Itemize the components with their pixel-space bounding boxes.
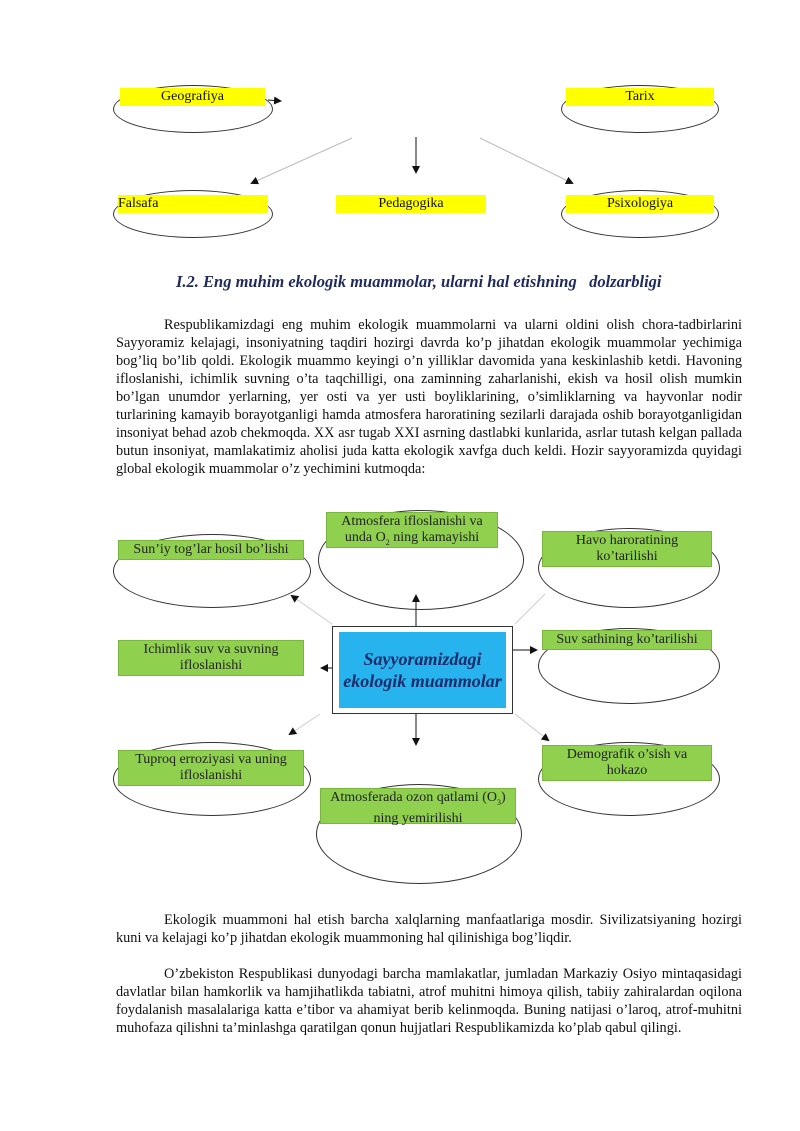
ozone-text-a: Atmosferada ozon qatlami (O	[330, 790, 498, 805]
ozone-subscript: 3	[497, 797, 502, 807]
node-psixologiya: Psixologiya	[566, 195, 714, 213]
problem-ozone	[320, 788, 516, 824]
closing-paragraph-1	[116, 911, 742, 947]
node-pedagogika: Pedagogika	[336, 195, 486, 213]
atmosphere-subscript: 2	[385, 537, 390, 547]
intro-paragraph-text: Respublikamizdagi eng muhim ekologik muammolarni va ularni oldini olish chora-tadbirlarini Sayyoramiz kelajagi, insoniyatning taqdiri hozirgi davrda ko’p jihatdan ekologik muammolar yechimiga bog’liq bo’lib qoldi. Ekologik muammo keyingi o’n yilliklar davomida yana keskinlashib ketdi. Havoning ifloslanishi, ichimlik suvning o’ta taqchilligi, ona zaminning zaharlanishi, ekish va hosil olish mumkin bo’lgan unumdor yerlarning, yer osti va yer usti boyliklarining, o’simliklarning va hayvonlar nodir turlarining kamayib borayotganligi hamda atmosfera haroratining sezilarli darajada oshib borayotganligidan insoniyat behad azob chekmoqda. XX asr tugab XXI asrning dastlabki kunlarida, asrlar tutash kelgan pallada butun insoniyat, mamlakatimiz aholisi juda katta ekologik xavfga duch keldi. Hozir sayyoramizda quyidagi global ekologik muammolar o’z yechimini kutmoqda:	[116, 317, 742, 477]
node-tarix: Tarix	[566, 88, 714, 106]
problem-demographic: Demografik o’sish va hokazo	[542, 745, 712, 781]
atmosphere-text-b: ning kamayishi	[389, 530, 480, 545]
problem-atmosphere	[326, 512, 498, 548]
atmosphere-text-a: Atmosfera ifloslanishi va unda O	[341, 514, 483, 545]
node-falsafa: Falsafa	[118, 195, 268, 213]
problem-artificial-seas: Sun’iy tog’lar hosil bo’lishi	[118, 540, 304, 560]
intro-paragraph	[116, 316, 742, 478]
closing-paragraph-2-text: O’zbekiston Respublikasi dunyodagi barcha mamlakatlar, jumladan Markaziy Osiyo mintaqasidagi davlatlar bilan hamkorlik va hamjihatlikda tabiatni, atrof muhitni himoya qilish, tabiiy zahiralardan oqilona foydalanish masalalariga katta e’tibor va ahamiyat berib kelinmoqda. Buning natijasi o’laroq, atrof-muhitni muhofaza qilishni ta’minlashga qaratilgan qonun hujjatlari Respublikamizda ko’plab qabul qilingi.	[116, 966, 742, 1036]
section-heading: I.2. Eng muhim ekologik muammolar, ularni hal etishning dolzarbligi	[176, 272, 662, 291]
problem-water-level: Suv sathining ko’tarilishi	[542, 630, 712, 650]
node-geografiya: Geografiya	[120, 88, 265, 106]
closing-paragraph-1-text: Ekologik muammoni hal etish barcha xalqlarning manfaatlariga mosdir. Sivilizatsiyaning hozirgi kuni va kelajagi ko’p jihatdan ekologik muammoning hal qilinishiga bog’liqdir.	[116, 912, 742, 946]
problem-temperature: Havo haroratining ko’tarilishi	[542, 531, 712, 567]
center-node-label: Sayyoramizdagi ekologik muammolar	[339, 632, 506, 708]
ozone-text-b: ) ning yemirilishi	[373, 790, 506, 826]
center-node	[332, 626, 513, 714]
problem-drinking-water: Ichimlik suv va suvning ifloslanishi	[118, 640, 304, 676]
closing-paragraph-2	[116, 965, 742, 1037]
problem-soil: Tuproq erroziyasi va uning ifloslanishi	[118, 750, 304, 786]
